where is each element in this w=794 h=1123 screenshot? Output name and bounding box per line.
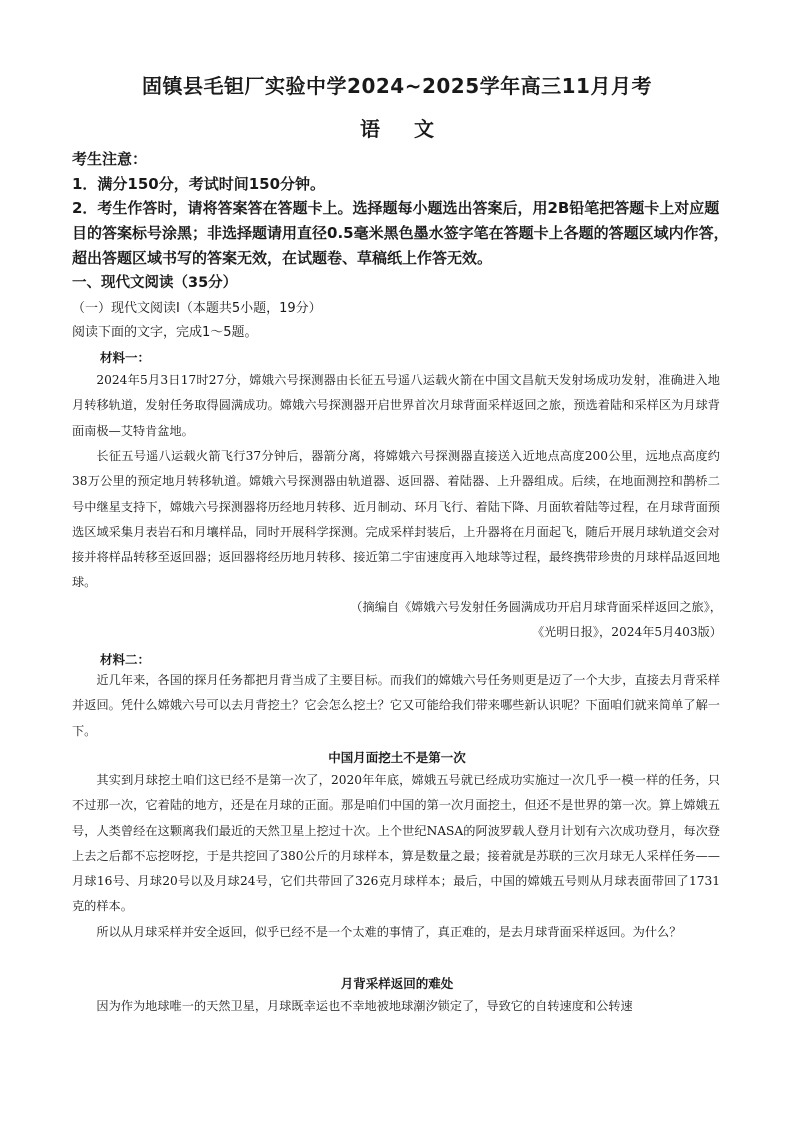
section-heading-2: 月背采样返回的难处 xyxy=(340,976,454,991)
notice-item-1: 1．满分150分，考试时间150分钟。 xyxy=(72,175,326,193)
section-heading-1: 中国月面挖土不是第一次 xyxy=(328,750,466,765)
section-title: 一、现代文阅读（35分） xyxy=(72,275,238,291)
subsection-title: （一）现代文阅读Ⅰ（本题共5小题，19分） xyxy=(72,301,322,316)
material-2-paragraph-2: 其实到月球挖土咱们这已经不是第一次了，2020年年底，嫦娥五号就已经成功实施过一次几乎一模一样的任务，只不过那一次，它着陆的地方，还是在月球的正面。那是咱们中国的第一次月面挖土，但还不是世界的第一次。算上嫦娥五号，人类曾经在这颗离我们最近的天然卫星上挖过十次。上个世纪NASA的阿波罗载人登月计划有六次成功登月，每次登上去之后都不忘挖呀挖，于是共挖回了380公斤的月球样本，算是数量之最；接着就是苏联的三次月球无人采样任务——月球16号、月球20号以及月球24号，它们共带回了326克月球样本；最后，中国的嫦娥五号则从月球表面带回了1731克的样本。 xyxy=(72,773,720,914)
source-line-1: （摘编自《嫦娥六号发射任务圆满成功开启月球背面采样返回之旅》， xyxy=(350,600,722,614)
material-1-label: 材料一： xyxy=(100,350,151,365)
material-2-label: 材料二： xyxy=(100,652,151,667)
notice-title: 考生注意： xyxy=(72,150,148,168)
material-2-paragraph-1: 近几年来，各国的探月任务都把月背当成了主要目标。而我们的嫦娥六号任务则更是迈了一个大步，直接去月背采样并返回。凭什么嫦娥六号可以去月背挖土？它会怎么挖土？它又可能给我们带来哪些新认识呢？下面咱们就来简单了解一下。 xyxy=(72,673,720,738)
material-2-paragraph-4: 因为作为地球唯一的天然卫星，月球既幸运也不幸地被地球潮汐锁定了，导致它的自转速度和公转速 xyxy=(96,999,633,1013)
material-1-paragraph-1: 2024年5月3日17时27分，嫦娥六号探测器由长征五号遥八运载火箭在中国文昌航天发射场成功发射，准确进入地月转移轨道，发射任务取得圆满成功。嫦娥六号探测器开启世界首次月球背面采样返回之旅，预选着陆和采样区为月球背面南极—艾特肯盆地。 xyxy=(72,373,720,438)
exam-title: 固镇县毛钽厂实验中学2024~2025学年高三11月月考 xyxy=(142,74,652,98)
material-1-paragraph-2: 长征五号遥八运载火箭飞行37分钟后，器箭分离，将嫦娥六号探测器直接送入近地点高度200公里，远地点高度约38万公里的预定地月转移轨道。嫦娥六号探测器由轨道器、返回器、着陆器、上升器组成。后续，在地面测控和鹊桥二号中继星支持下，嫦娥六号探测器将历经地月转移、近月制动、环月飞行、着陆下降、月面软着陆等过程，在月球背面预选区域采集月表岩石和月壤样品，同时开展科学探测。完成采样封装后，上升器将在月面起飞，随后开展月球轨道交会对接并将样品转移至返回器；返回器将经历地月转移、接近第二宇宙速度再入地球等过程，最终携带珍贵的月球样品返回地球。 xyxy=(72,449,720,590)
notice-item-2: 2．考生作答时，请将答案答在答题卡上。选择题每小题选出答案后，用2B铅笔把答题卡上对应题目的答案标号涂黑；非选择题请用直径0.5毫米黑色墨水签字笔在答题卡上各题的答题区域内作答，超出答题区域书写的答案无效，在试题卷、草稿纸上作答无效。 xyxy=(72,199,729,267)
source-line-2: 《光明日报》，2024年5月403版） xyxy=(532,625,722,639)
reading-instruction: 阅读下面的文字，完成1～5题。 xyxy=(72,325,258,340)
material-2-paragraph-3: 所以从月球采样并安全返回，似乎已经不是一个太难的事情了，真正难的，是去月球背面采样返回。为什么？ xyxy=(96,925,682,939)
subject-title: 语文 xyxy=(360,117,468,141)
